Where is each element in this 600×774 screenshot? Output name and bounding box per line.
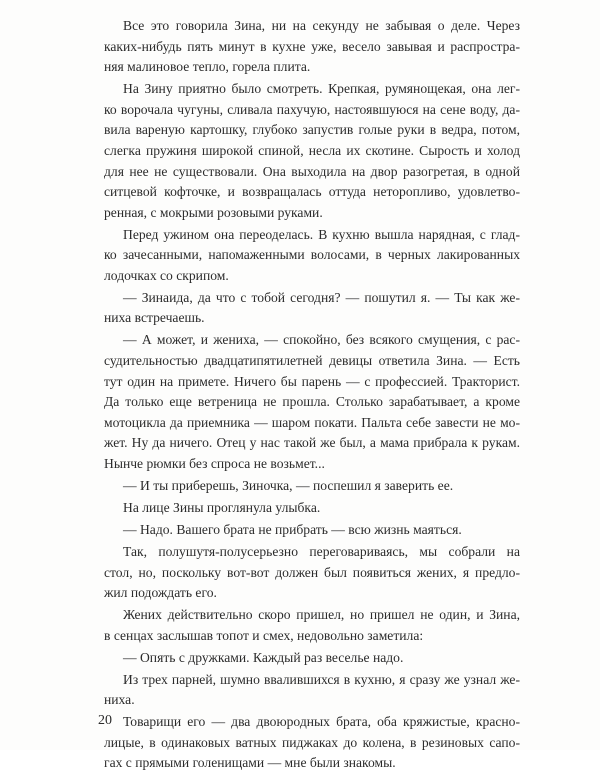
text-line: Все это говорила Зина, ни на секунду не забывая о деле. Через [123,18,520,33]
paragraph [104,648,520,669]
text-line: вила вареную картошку, глубоко запустив голые руки в ведра, потом, [104,122,520,138]
text-line: Да только еще ветреница не прошла. Столько зарабатывает, а кроме [104,394,520,410]
paragraph [104,542,520,604]
text-line: — И ты приберешь, Зиночка, — поспешил я заверить ее. [123,478,454,494]
text-line: На Зину приятно было смотреть. Крепкая, румянощекая, она лег- [123,81,520,97]
text-line: ниха встречаешь. [104,310,205,326]
text-line: стол, но, поскольку вот-вот должен был появиться жених, я предло- [104,564,520,580]
paragraph [104,670,520,711]
text-line: слегка пружиня широкой спиной, несла их скотине. Сырость и холод [104,142,520,158]
text-line: Перед ужином она переоделась. В кухню вышла нарядная, с глад- [123,226,520,242]
paragraph [104,712,520,774]
text-line: ренная, с мокрыми розовыми руками. [104,204,323,220]
text-line: Нынче рюмки без спроса не возьмет... [104,456,325,472]
text-line: Товарищи его — два двоюродных брата, оба кряжистые, красно- [123,714,520,730]
paragraph [104,16,520,78]
text-line: в сенцах заслышав топот и смех, недовольно заметила: [104,627,424,643]
paragraph [104,288,520,329]
text-line: ситцевой кофточке, и возвращалась оттуда неторопливо, удовлетво- [104,184,520,200]
text-line: — Опять с дружками. Каждый раз веселье надо. [123,649,404,665]
paragraph [104,520,520,541]
text-line: жет. Ну да ничего. Отец у нас такой же был, а мама прибрала к рукам. [104,435,520,451]
paragraph [104,476,520,497]
page-number: 20 [98,713,112,728]
text-line: каких-нибудь пять минут в кухне уже, весело завывая и распростра- [104,38,520,54]
text-line: ко зачесанными, напомаженными волосами, в черных лакированных [104,247,520,263]
paragraph [104,498,520,519]
body-text [104,16,520,774]
text-line: Жених действительно скоро пришел, но пришел не один, и Зина, [123,607,520,623]
text-line: гах с прямыми голенищами — мне были знакомы. [104,755,396,771]
text-line: лицые, в одинаковых ватных пиджаках до колена, в резиновых сапо- [104,734,520,750]
text-line: жил подождать его. [104,585,217,601]
text-line: судительностью двадцатипятилетней девицы ответила Зина. — Есть [104,353,520,369]
text-line: — Надо. Вашего брата не прибрать — всю жизнь маяться. [123,521,462,537]
paragraph [104,605,520,646]
paragraph [104,330,520,474]
text-line: тут один на примете. Ничего бы парень — с профессией. Тракторист. [104,373,520,389]
text-line: лодочках со скрипом. [104,267,229,283]
text-line: няя малиновое тепло, горела плита. [104,59,311,75]
text-line: ниха. [104,692,135,708]
text-line: Из трех парней, шумно ввалившихся в кухню, я сразу же узнал же- [123,671,520,687]
text-line: — Зинаида, да что с тобой сегодня? — пошутил я. — Ты как же- [123,289,520,305]
text-line: для нее не существовали. Она выходила на двор разогретая, в одной [104,163,520,179]
text-line: — А может, и жениха, — спокойно, без всякого смущения, с рас- [123,332,520,348]
text-line: Так, полушутя-полусерьезно переговариваясь, мы собрали на [123,543,520,559]
text-line: На лице Зины проглянула улыбка. [123,500,321,515]
paragraph [104,225,520,287]
text-line: ко ворочала чугуны, сливала пахучую, настоявшуюся на сене воду, да- [104,101,520,117]
text-line: мотоцикла да приемника — шаром покати. Пальта себе завести не мо- [104,414,520,430]
paragraph [104,79,520,223]
